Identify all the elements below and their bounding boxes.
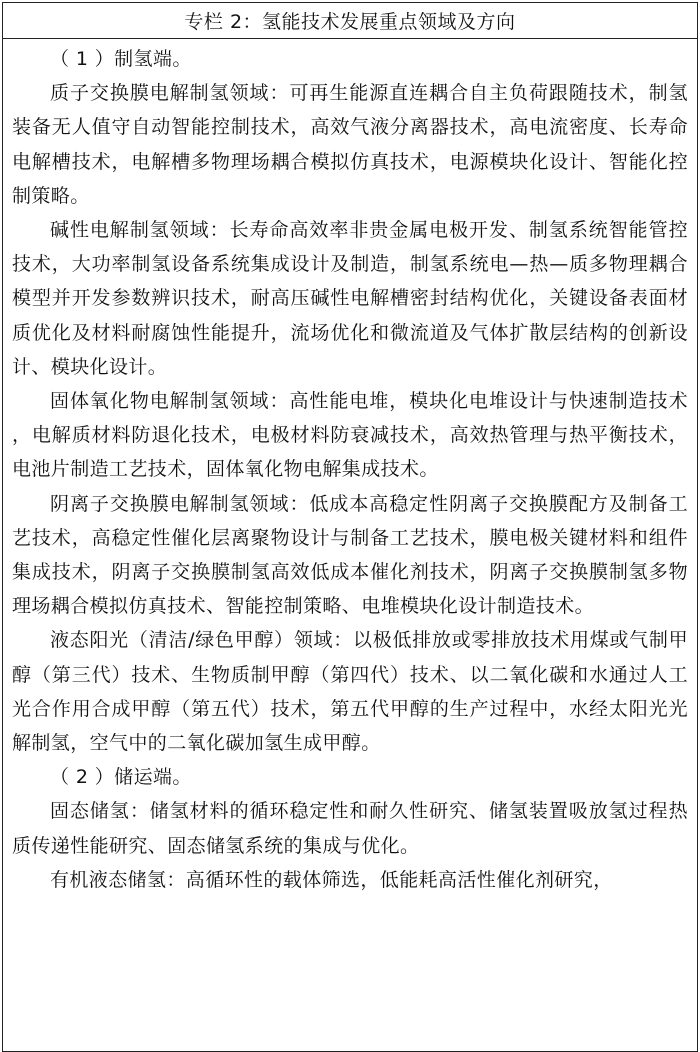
section-heading-storage: （ 2 ）储运端。 (50, 766, 192, 789)
column-title: 专栏 2：氢能技术发展重点领域及方向 (3, 3, 697, 39)
paragraph-pem-electrolysis: 质子交换膜电解制氢领域：可再生能源直连耦合自主负荷跟随技术，制氢装备无人值守自动智能控制技术，高效气液分离器技术，高电流密度、长寿命电解槽技术，电解槽多物理场耦合模拟仿真技术，电源模块化设计、智能化控制策略。 (12, 82, 688, 207)
column-content (3, 42, 697, 897)
paragraph-alkaline-electrolysis: 碱性电解制氢领域：长寿命高效率非贵金属电极开发、制氢系统智能管控技术，大功率制氢设备系统集成设计及制造，制氢系统电—热—质多物理耦合模型并开发参数辨识技术，耐高压碱性电解槽密封结构优化，关键设备表面材质优化及材料耐腐蚀性能提升，流场优化和微流道及气体扩散层结构的创新设计、模块化设计。 (12, 219, 688, 378)
column-box (2, 2, 698, 1052)
paragraph-organic-liquid-storage: 有机液态储氢：高循环性的载体筛选，低能耗高活性催化剂研究， (50, 868, 613, 891)
paragraph-aem-electrolysis: 阴离子交换膜电解制氢领域：低成本高稳定性阴离子交换膜配方及制备工艺技术，高稳定性催化层离聚物设计与制备工艺技术，膜电极关键材料和组件集成技术，阴离子交换膜制氢高效低成本催化剂技术，阴离子交换膜制氢多物理场耦合模拟仿真技术、智能控制策略、电堆模块化设计制造技术。 (12, 492, 688, 618)
section-heading-production: （ 1 ）制氢端。 (50, 48, 192, 70)
paragraph-solid-oxide-electrolysis: 固体氧化物电解制氢领域：高性能电堆，模块化电堆设计与快速制造技术，电解质材料防退化技术，电极材料防衰减技术，高效热管理与热平衡技术，电池片制造工艺技术，固体氧化物电解集成技术。 (12, 390, 688, 481)
paragraph-liquid-sunshine: 液态阳光（清洁/绿色甲醇）领域：以极低排放或零排放技术用煤或气制甲醇（第三代）技术、生物质制甲醇（第四代）技术、以二氧化碳和水通过人工光合作用合成甲醇（第五代）技术，第五代甲醇的生产过程中，水经太阳光光解制氢，空气中的二氧化碳加氢生成甲醇。 (12, 629, 688, 755)
paragraph-solid-storage: 固态储氢：储氢材料的循环稳定性和耐久性研究、储氢装置吸放氢过程热质传递性能研究、固态储氢系统的集成与优化。 (12, 800, 688, 857)
